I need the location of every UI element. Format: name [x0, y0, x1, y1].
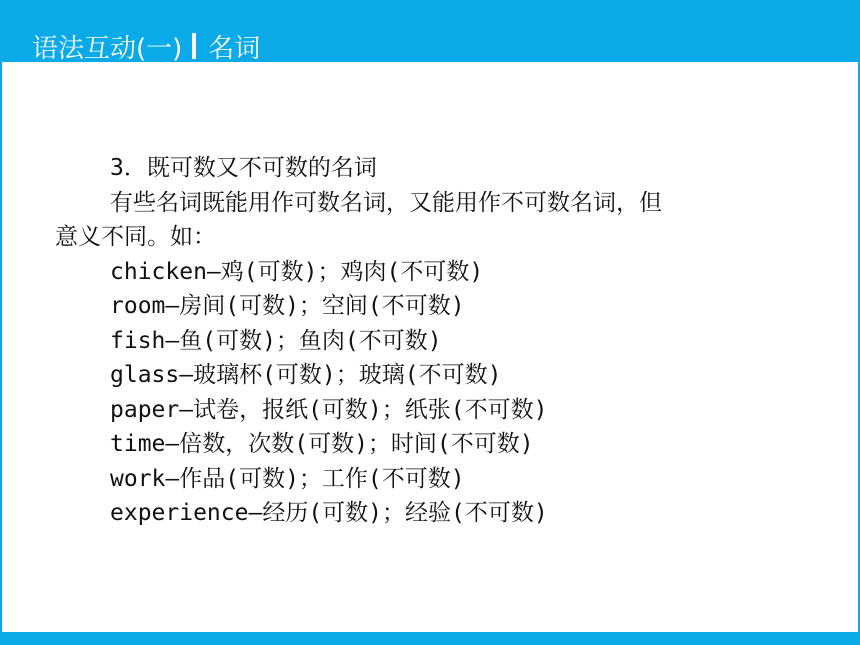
section-title: 语法互动(一)	[32, 33, 183, 64]
intro-text-line-1: 有些名词既能用作可数名词，又能用作不可数名词，但	[110, 190, 662, 216]
example-line: time—倍数，次数(可数)；时间(不可数)	[110, 431, 534, 457]
example-line: experience—经历(可数)；经验(不可数)	[110, 500, 548, 526]
intro-text-line-2: 意义不同。如：	[55, 224, 216, 250]
example-line: work—作品(可数)；工作(不可数)	[110, 466, 465, 492]
example-line: glass—玻璃杯(可数)；玻璃(不可数)	[110, 362, 502, 388]
topic-title: 名词	[208, 33, 261, 64]
section-heading: 3．既可数又不可数的名词	[110, 155, 377, 181]
example-line: fish—鱼(可数)；鱼肉(不可数)	[110, 328, 442, 354]
example-line: chicken—鸡(可数)；鸡肉(不可数)	[110, 259, 484, 285]
example-line: paper—试卷，报纸(可数)；纸张(不可数)	[110, 397, 548, 423]
example-line: room—房间(可数)；空间(不可数)	[110, 293, 465, 319]
